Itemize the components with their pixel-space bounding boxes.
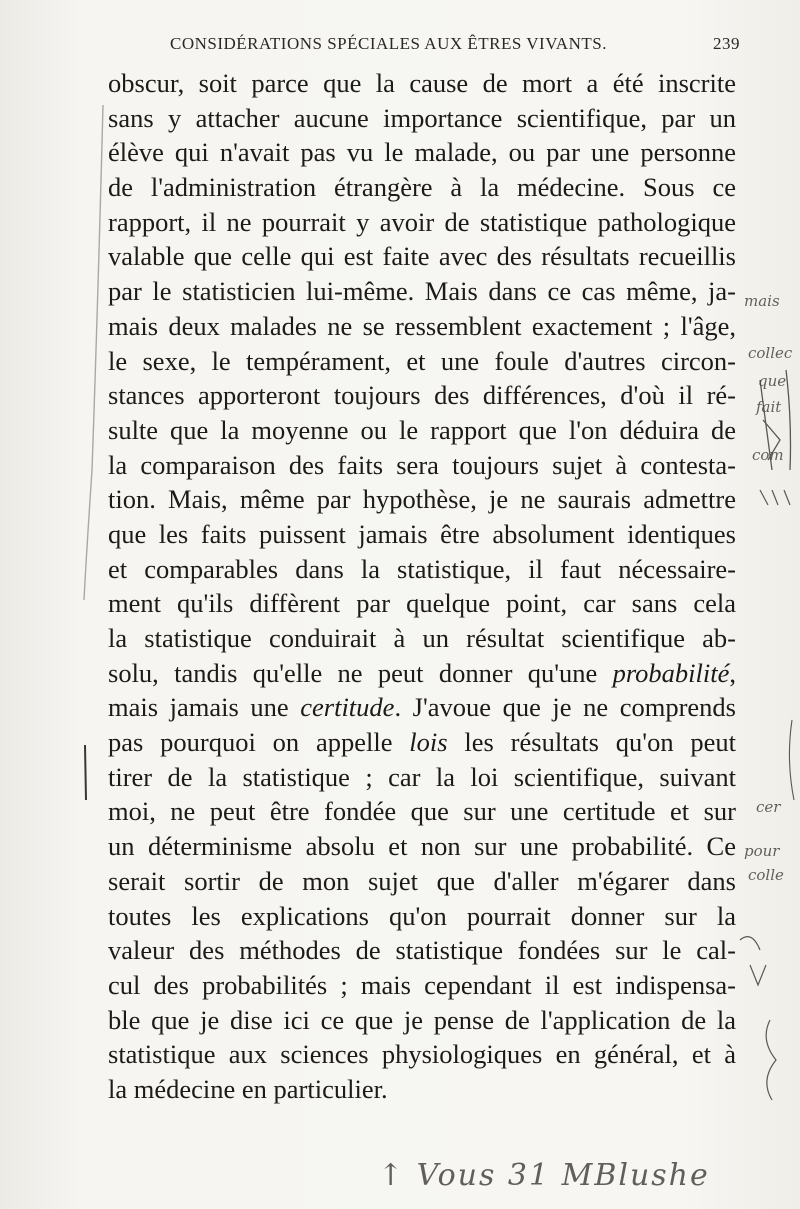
text-line: par le statisticien lui-même. Mais dans ce cas même, ja-	[108, 276, 736, 307]
text-line: sans y attacher aucune importance scientifique, par un	[108, 102, 736, 133]
text-line: que les faits puissent jamais être absolument identiques	[108, 518, 736, 549]
italic-word-lois: lois	[409, 727, 448, 758]
margin-note: collec	[748, 344, 793, 362]
text-line: et comparables dans la statistique, il faut nécessaire-	[108, 553, 736, 584]
margin-note: colle	[748, 866, 784, 884]
text-segment: mais jamais une	[108, 692, 289, 723]
text-line: obscur, soit parce que la cause de mort a été inscrite	[108, 68, 736, 98]
text-line: ble que je dise ici ce que je pense de l'application de la	[108, 1004, 736, 1035]
margin-note: com	[752, 446, 784, 464]
text-line: valable que celle qui est faite avec des résultats recueillis	[108, 241, 736, 272]
margin-note: cer	[756, 798, 781, 816]
page-number: 239	[713, 34, 740, 53]
text-line: rapport, il ne pourrait y avoir de statistique pathologique	[108, 206, 736, 237]
text-segment: . J'avoue que je ne comprends	[394, 692, 736, 723]
text-segment: ,	[729, 657, 736, 688]
text-line-last: la médecine en particulier.	[108, 1073, 388, 1104]
text-line: la comparaison des faits sera toujours sujet à contesta-	[108, 449, 736, 480]
text-line: tion. Mais, même par hypothèse, je ne saurais admettre	[108, 484, 736, 515]
italic-word-probabilite: probabilité	[612, 657, 730, 688]
margin-note: pour	[744, 842, 780, 860]
text-line: stances apporteront toujours des différences, d'où il ré-	[108, 380, 736, 411]
text-line: statistique aux sciences physiologiques en général, et à	[108, 1039, 736, 1070]
running-title: CONSIDÉRATIONS SPÉCIALES AUX ÊTRES VIVANTS.	[170, 34, 607, 53]
margin-note: que	[758, 372, 787, 390]
text-line: sulte que la moyenne ou le rapport que l'on déduira de	[108, 414, 736, 445]
text-segment: les résultats qu'on peut	[464, 727, 737, 758]
text-line: moi, ne peut être fondée que sur une certitude et sur	[108, 796, 736, 827]
text-line: valeur des méthodes de statistique fondées sur le cal-	[108, 935, 736, 966]
italic-word-certitude: certitude	[300, 692, 395, 723]
text-line: la statistique conduirait à un résultat scientifique ab-	[108, 623, 736, 653]
margin-note: fait	[756, 398, 782, 416]
handwritten-note: ↑ Vous 31 MBlushe	[378, 1158, 710, 1193]
text-segment: pas pourquoi on appelle	[108, 727, 393, 758]
text-line: serait sortir de mon sujet que d'aller m'égarer dans	[108, 865, 736, 896]
margin-note: mais	[744, 292, 780, 310]
text-line: le sexe, le tempérament, et une foule d'autres circon-	[108, 345, 736, 376]
text-segment: solu, tandis qu'elle ne peut donner qu'une	[108, 657, 598, 688]
text-line: mais deux malades ne se ressemblent exactement ; l'âge,	[108, 310, 736, 341]
text-line: de l'administration étrangère à la médecine. Sous ce	[108, 172, 736, 203]
text-line: toutes les explications qu'on pourrait donner sur la	[108, 900, 736, 931]
text-line: cul des probabilités ; mais cependant il est indispensa-	[108, 969, 736, 1000]
text-line: ment qu'ils diffèrent par quelque point, car sans cela	[108, 588, 736, 619]
text-line: élève qui n'avait pas vu le malade, ou par une personne	[108, 137, 736, 168]
text-line: un déterminisme absolu et non sur une probabilité. Ce	[108, 831, 736, 862]
text-line: tirer de la statistique ; car la loi scientifique, suivant	[108, 761, 736, 792]
